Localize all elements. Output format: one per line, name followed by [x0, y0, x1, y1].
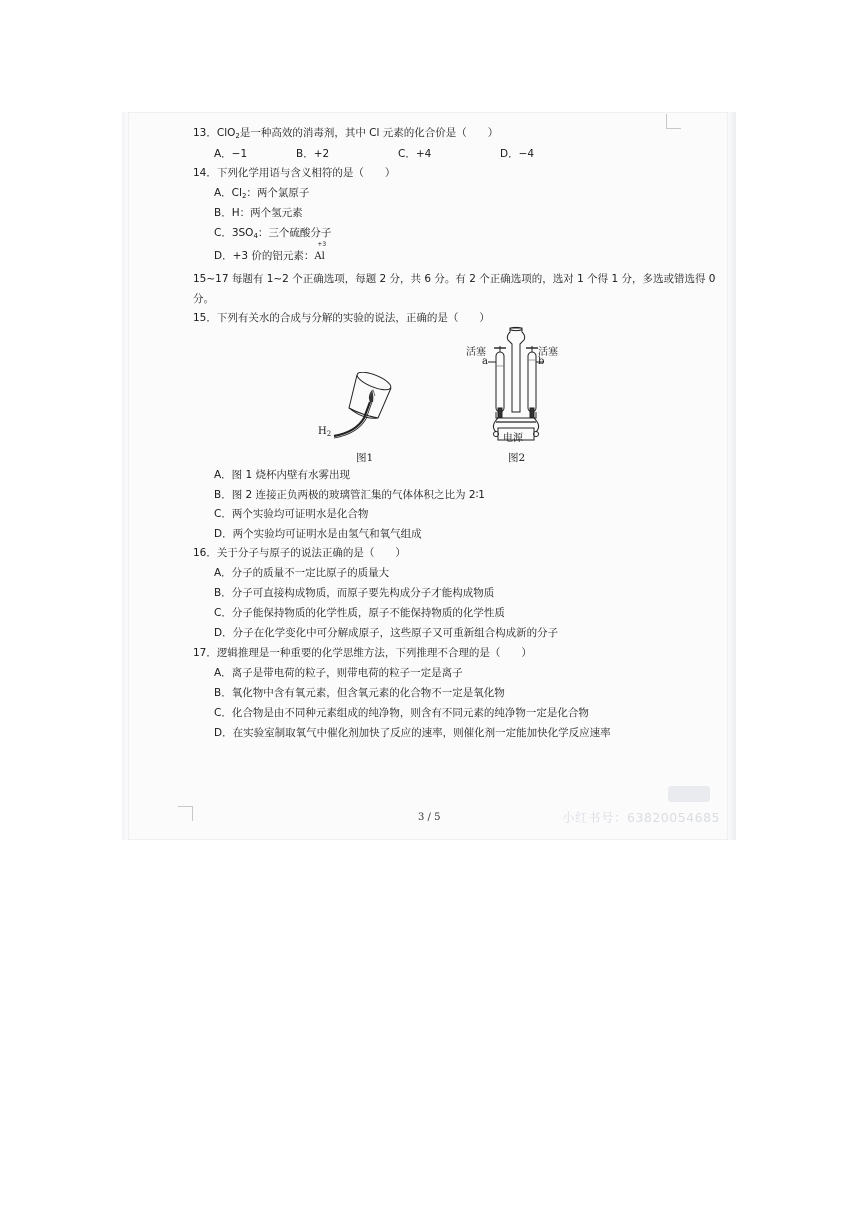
question-14-stem: 14．下列化学用语与含义相符的是（ ） [193, 167, 396, 179]
question-16-option-c: C．分子能保持物质的化学性质，原子不能保持物质的化学性质 [214, 607, 505, 619]
question-17-stem: 17．逻辑推理是一种重要的化学思维方法，下列推理不合理的是（ ） [193, 647, 532, 659]
figure-1-caption: 图1 [356, 452, 374, 464]
question-14-option-c: C．$3SO_4$：三个硫酸分子 [214, 227, 332, 240]
question-17-option-b: B．氧化物中含有氧元素，但含氧元素的化合物不一定是氧化物 [214, 687, 505, 699]
question-15-stem: 15．下列有关水的合成与分解的实验的说法，正确的是（ ） [193, 312, 490, 324]
question-15-option-a: A．图 1 烧杯内壁有水雾出现 [214, 469, 351, 481]
question-13-option-a: A．−1 [214, 148, 248, 160]
watermark-text: 小红书号：63820054685 [562, 810, 720, 825]
question-16-option-a: A．分子的质量不一定比原子的质量大 [214, 567, 390, 579]
page-number: 3 / 5 [418, 812, 441, 823]
figure-2-power-label: 电源 [503, 433, 523, 444]
section-note-line-2: 分。 [193, 293, 214, 305]
question-14-option-b: B．H：两个氢元素 [214, 207, 303, 219]
question-16-option-d: D．分子在化学变化中可分解成原子，这些原子又可重新组合构成新的分子 [214, 627, 559, 639]
question-17-option-c: C．化合物是由不同种元素组成的纯净物，则含有不同元素的纯净物一定是化合物 [214, 707, 589, 719]
crop-mark-top-right [666, 114, 681, 129]
question-17-option-a: A．离子是带电荷的粒子，则带电荷的粒子一定是离子 [214, 667, 463, 679]
question-14-option-a: A．$Cl_2$：两个氯原子 [214, 187, 310, 200]
question-13-option-c: C．+4 [398, 148, 432, 160]
crop-mark-bottom-left [178, 806, 193, 821]
question-14-option-d: D．+3 价的铝元素： +3 Al [214, 241, 327, 262]
watermark-badge [668, 786, 710, 802]
question-13-stem: 13．ClO$_2$是一种高效的消毒剂，其中 Cl 元素的化合价是（ ） [193, 127, 499, 140]
question-15-option-b: B．图 2 连接正负两极的玻璃管汇集的气体体积之比为 2∶1 [214, 489, 485, 501]
question-15-option-c: C．两个实验均可证明水是化合物 [214, 508, 369, 520]
figure-2-tube-a-label: a [482, 356, 488, 367]
question-16-stem: 16．关于分子与原子的说法正确的是（ ） [193, 547, 406, 559]
figure-2-valve-left-label: 活塞 [466, 347, 486, 358]
figure-1-gas-label: $H_2$ [318, 426, 332, 438]
section-note-line-1: 15~17 每题有 1~2 个正确选项，每题 2 分，共 6 分。有 2 个正确选项的，选对 1 个得 1 分，多选或错选得 0 [193, 273, 716, 285]
question-16-option-b: B．分子可直接构成物质，而原子要先构成分子才能构成物质 [214, 587, 495, 599]
figure-2-caption: 图2 [508, 452, 526, 464]
aluminum-valence-notation: +3 Al [314, 241, 327, 262]
question-15-option-d: D．两个实验均可证明水是由氢气和氧气组成 [214, 528, 422, 540]
figure-2-valve-right-label: 活塞 [538, 347, 558, 358]
figure-2-tube-b-label: b [538, 356, 545, 367]
question-17-option-d: D．在实验室制取氧气中催化剂加快了反应的速率，则催化剂一定能加快化学反应速率 [214, 727, 611, 739]
question-13-option-b: B．+2 [296, 148, 330, 160]
question-13-option-d: D．−4 [500, 148, 535, 160]
